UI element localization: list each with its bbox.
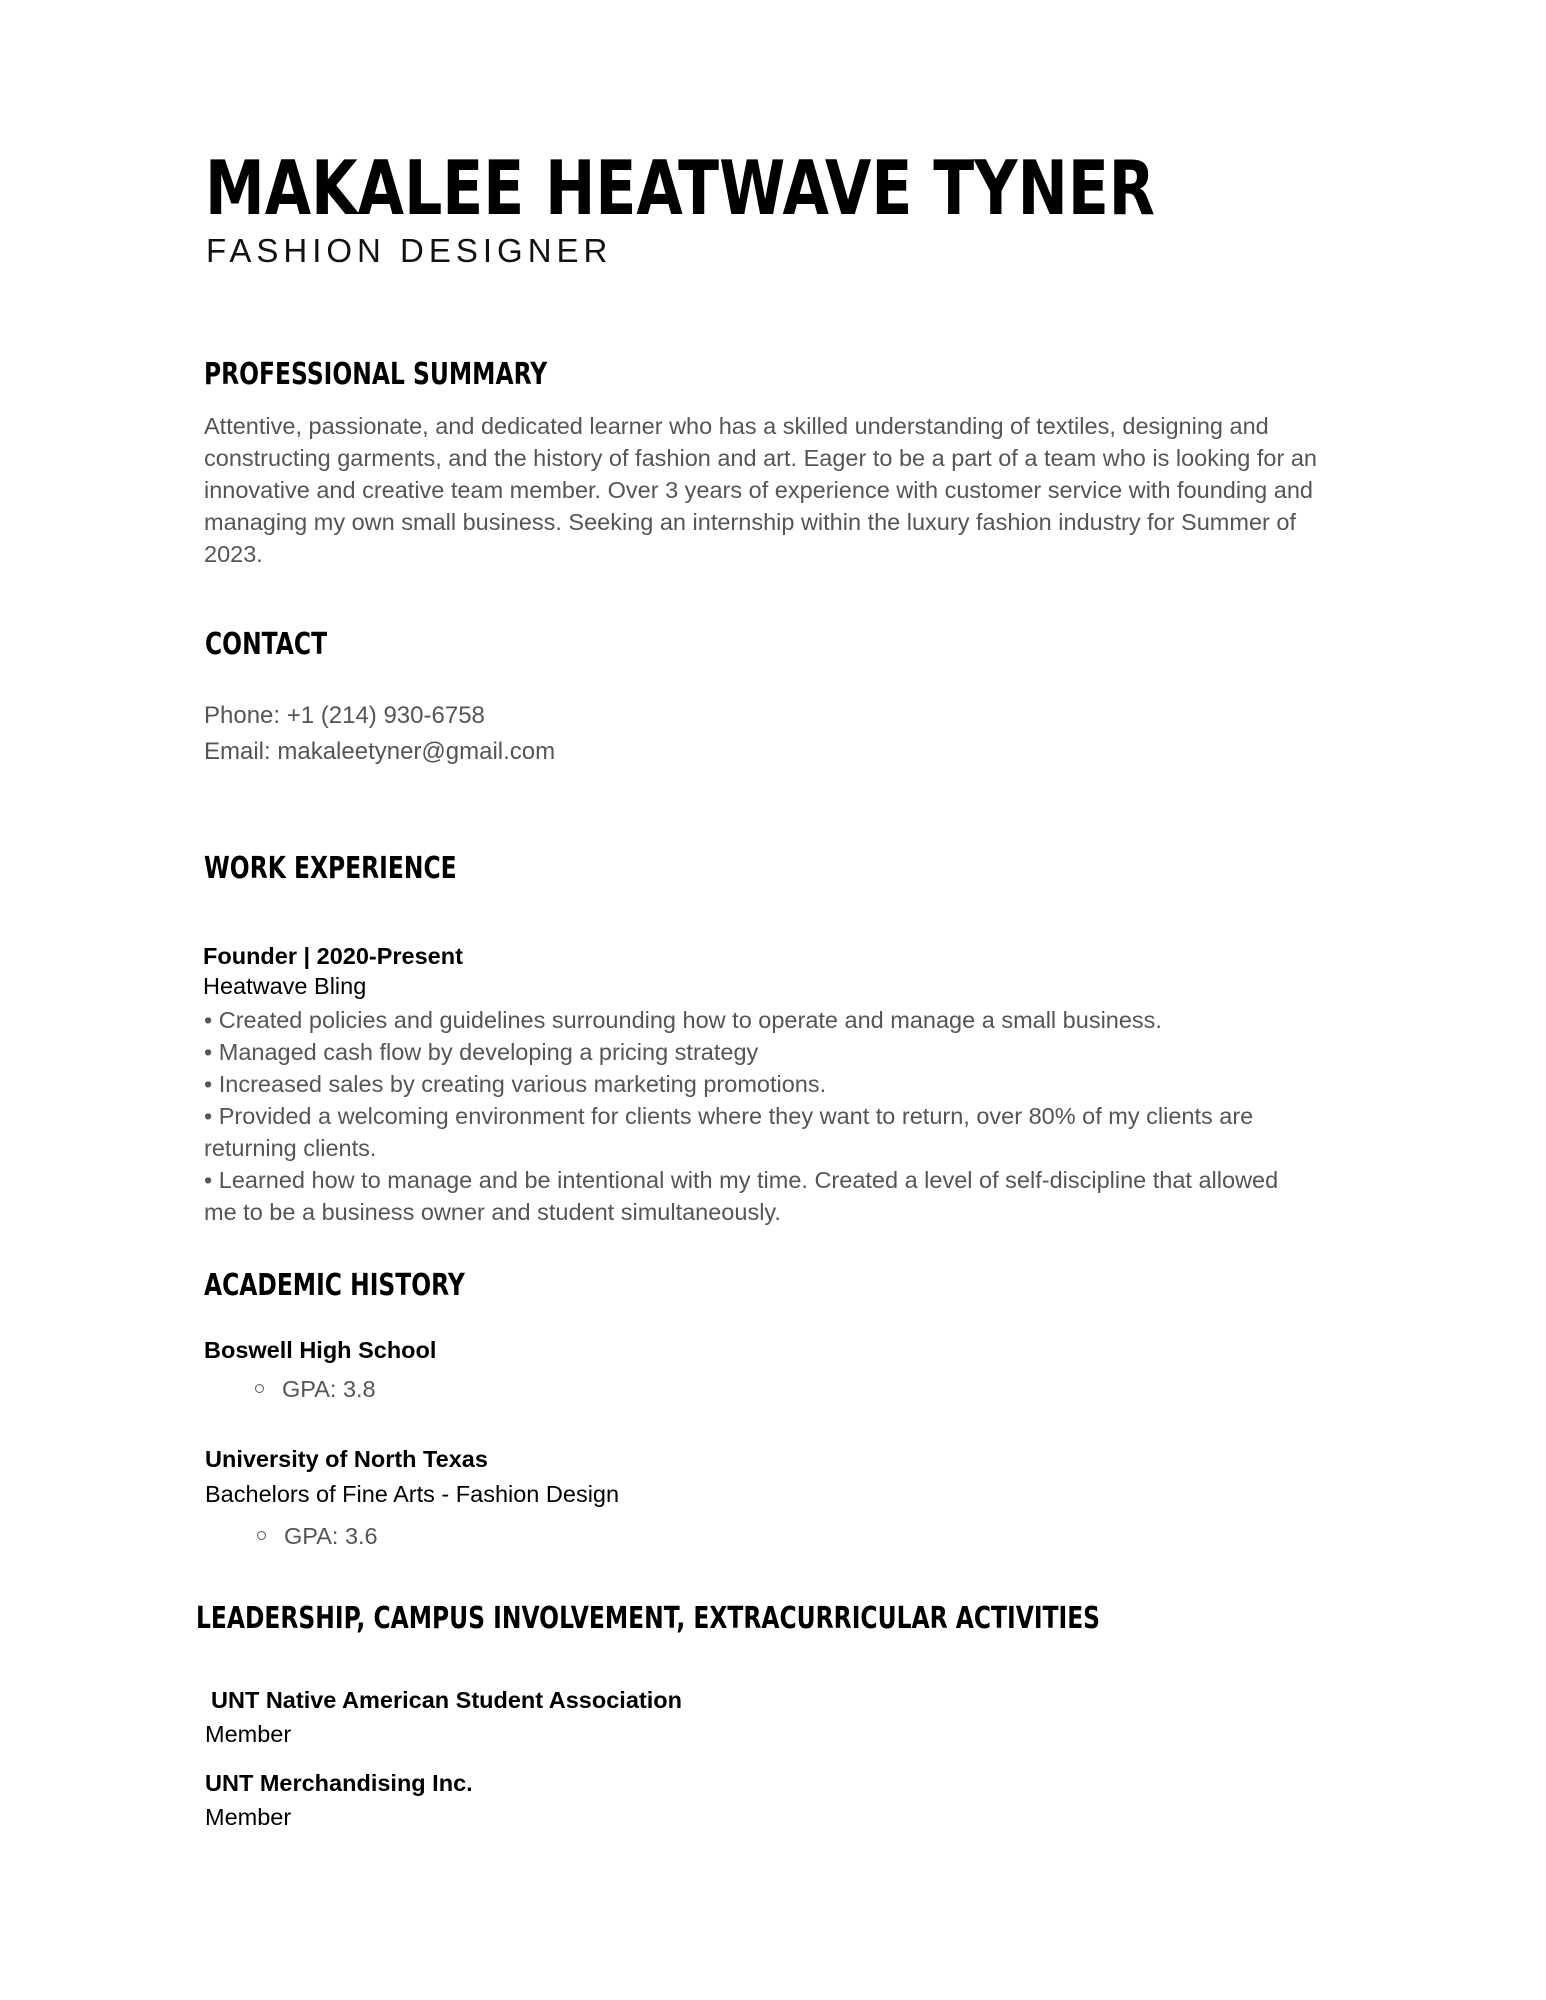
- summary-line: innovative and creative team member. Over 3 years of experience with customer service with founding and: [204, 477, 1313, 503]
- candidate-name: MAKALEE HEATWAVE TYNER: [205, 144, 1156, 232]
- leadership-heading: LEADERSHIP, CAMPUS INVOLVEMENT, EXTRACURRICULAR ACTIVITIES: [196, 1601, 1101, 1636]
- work-bullet: • Increased sales by creating various marketing promotions.: [204, 1071, 827, 1097]
- circle-bullet-icon: [255, 1384, 264, 1393]
- work-bullet: • Managed cash flow by developing a pricing strategy: [204, 1039, 759, 1065]
- org-name: UNT Native American Student Association: [211, 1687, 682, 1713]
- summary-line: Attentive, passionate, and dedicated learner who has a skilled understanding of textiles, designing and: [204, 413, 1269, 439]
- circle-bullet-icon: [257, 1531, 266, 1540]
- work-company: Heatwave Bling: [203, 973, 367, 999]
- work-bullet: • Created policies and guidelines surrounding how to operate and manage a small business.: [204, 1007, 1162, 1033]
- school-degree: Bachelors of Fine Arts - Fashion Design: [205, 1481, 620, 1507]
- contact-phone: Phone: +1 (214) 930-6758: [204, 702, 485, 729]
- summary-line: constructing garments, and the history of fashion and art. Eager to be a part of a team who is looking for an: [204, 445, 1317, 471]
- academic-heading: ACADEMIC HISTORY: [204, 1268, 465, 1303]
- school-name: University of North Texas: [205, 1446, 488, 1472]
- candidate-title: FASHION DESIGNER: [206, 232, 613, 269]
- work-bullet: • Learned how to manage and be intentional with my time. Created a level of self-discipline that allowed: [204, 1167, 1279, 1193]
- summary-text: [204, 410, 1317, 570]
- summary-line: 2023.: [204, 541, 263, 567]
- work-bullet: me to be a business owner and student simultaneously.: [204, 1199, 781, 1225]
- org-name: UNT Merchandising Inc.: [205, 1770, 473, 1796]
- school-gpa: [257, 1520, 378, 1552]
- contact-email: Email: makaleetyner@gmail.com: [204, 738, 556, 765]
- contact-heading: CONTACT: [205, 627, 328, 662]
- work-bullet: • Provided a welcoming environment for clients where they want to return, over 80% of my clients are: [204, 1103, 1254, 1129]
- school-gpa: [255, 1373, 376, 1405]
- summary-line: managing my own small business. Seeking an internship within the luxury fashion industry for Summer of: [204, 509, 1296, 535]
- school-name: Boswell High School: [204, 1337, 437, 1363]
- org-role: Member: [205, 1804, 292, 1830]
- org-role: Member: [205, 1721, 292, 1747]
- gpa-text: GPA: 3.6: [284, 1523, 378, 1549]
- work-bullet: returning clients.: [204, 1135, 377, 1161]
- work-heading: WORK EXPERIENCE: [204, 851, 457, 886]
- work-bullets: [204, 1004, 1278, 1228]
- work-role: Founder | 2020-Present: [203, 943, 463, 969]
- summary-heading: PROFESSIONAL SUMMARY: [204, 357, 548, 392]
- gpa-text: GPA: 3.8: [282, 1376, 376, 1402]
